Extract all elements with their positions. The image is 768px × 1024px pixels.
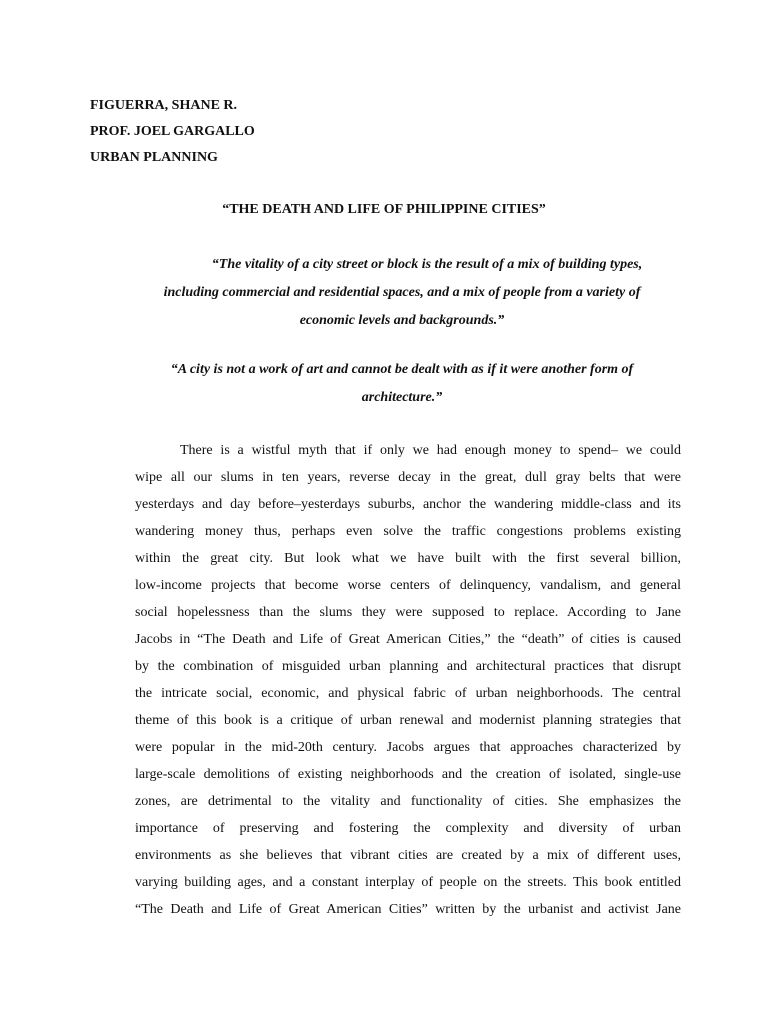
paragraph-line: within the great city. But look what we have built with the first several billion, bbox=[135, 551, 681, 566]
quote-line: “A city is not a work of art and cannot be dealt with as if it were another form of bbox=[170, 362, 634, 377]
paragraph-line: theme of this book is a critique of urban renewal and modernist planning strategies that bbox=[135, 713, 681, 728]
paragraph-line: wandering money thus, perhaps even solve the traffic congestions problems existing bbox=[135, 524, 681, 539]
paragraph-line: wipe all our slums in ten years, reverse decay in the great, dull gray belts that were bbox=[135, 470, 681, 485]
subject-name: URBAN PLANNING bbox=[90, 150, 218, 165]
body-paragraph bbox=[135, 437, 681, 923]
student-name: FIGUERRA, SHANE R. bbox=[90, 98, 238, 113]
author-header bbox=[90, 93, 255, 171]
paragraph-line: yesterdays and day before–yesterdays suburbs, anchor the wandering middle-class and its bbox=[135, 497, 681, 512]
paragraph-line: importance of preserving and fostering the complexity and diversity of urban bbox=[135, 821, 681, 836]
paragraph-line: Jacobs in “The Death and Life of Great American Cities,” the “death” of cities is caused bbox=[135, 632, 681, 647]
paragraph-line: by the combination of misguided urban planning and architectural practices that disrupt bbox=[135, 659, 681, 674]
quote-line: “The vitality of a city street or block is the result of a mix of building types, bbox=[211, 257, 643, 272]
paragraph-line: the intricate social, economic, and physical fabric of urban neighborhoods. The central bbox=[135, 686, 681, 701]
epigraph-quote-1 bbox=[140, 251, 664, 335]
quote-line: economic levels and backgrounds.” bbox=[299, 313, 505, 328]
paragraph-line: “The Death and Life of Great American Cities” written by the urbanist and activist Jane bbox=[135, 902, 681, 917]
paragraph-line: zones, are detrimental to the vitality and functionality of cities. She emphasizes the bbox=[135, 794, 681, 809]
paragraph-line: social hopelessness than the slums they were supposed to replace. According to Jane bbox=[135, 605, 681, 620]
professor-name: PROF. JOEL GARGALLO bbox=[90, 124, 255, 139]
paragraph-line: low-income projects that become worse centers of delinquency, vandalism, and general bbox=[135, 578, 681, 593]
paragraph-line: environments as she believes that vibrant cities are created by a mix of different uses, bbox=[135, 848, 681, 863]
paragraph-line: There is a wistful myth that if only we had enough money to spend– we could bbox=[180, 443, 681, 458]
document-title: “THE DEATH AND LIFE OF PHILIPPINE CITIES” bbox=[222, 202, 546, 217]
paragraph-line: varying building ages, and a constant interplay of people on the streets. This book entitled bbox=[135, 875, 681, 890]
paragraph-line: were popular in the mid-20th century. Jacobs argues that approaches characterized by bbox=[135, 740, 681, 755]
epigraph-quote-2 bbox=[140, 356, 664, 412]
paragraph-line: large-scale demolitions of existing neighborhoods and the creation of isolated, single-use bbox=[135, 767, 681, 782]
quote-line: including commercial and residential spaces, and a mix of people from a variety of bbox=[163, 285, 641, 300]
quote-line: architecture.” bbox=[361, 390, 443, 405]
